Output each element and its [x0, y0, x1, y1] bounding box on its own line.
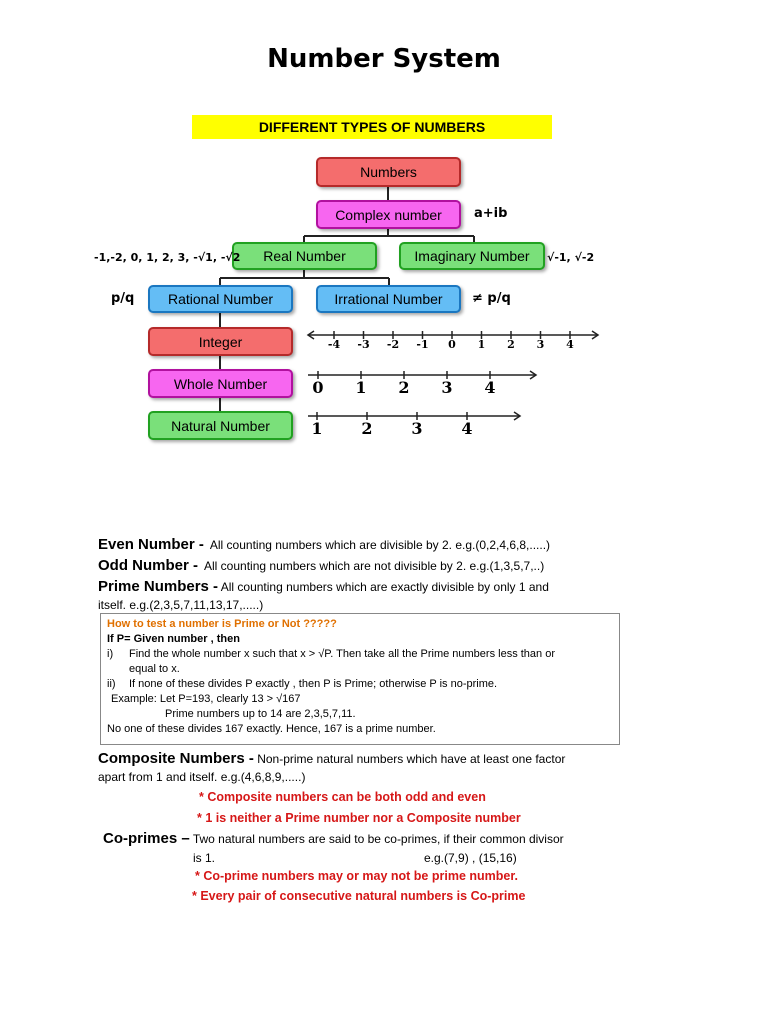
coprime-title: Co-primes – [103, 830, 190, 847]
step-1-text: Find the whole number x such that x > √P. Then take all the Prime numbers less than or [129, 648, 555, 660]
prime-number-definition [98, 578, 549, 596]
composite-number-title: Composite Numbers - [98, 750, 254, 767]
box-natural-number: Natural Number [148, 411, 293, 440]
even-number-definition [98, 536, 550, 554]
number-line-label: 1 [355, 378, 367, 397]
box-rational-number: Rational Number [148, 285, 293, 313]
composite-note-2: * 1 is neither a Prime number nor a Composite number [197, 811, 521, 825]
number-line-label: 2 [507, 338, 515, 351]
number-line-label: 2 [398, 378, 410, 397]
composite-number-text: Non-prime natural numbers which have at least one factor [257, 752, 566, 766]
page-title: Number System [267, 44, 501, 74]
even-number-title: Even Number - [98, 536, 204, 553]
number-line-label: 0 [312, 378, 324, 397]
box-irrational-number: Irrational Number [316, 285, 461, 313]
prime-number-text-2: itself. e.g.(2,3,5,7,11,13,17,.....) [98, 598, 264, 612]
prime-test-example-2: Prime numbers up to 14 are 2,3,5,7,11. [165, 708, 356, 720]
box-numbers: Numbers [316, 157, 461, 187]
step-2-text: If none of these divides P exactly , then P is Prime; otherwise P is no-prime. [129, 678, 498, 690]
prime-test-step-1 [107, 647, 613, 662]
prime-test-conclusion: No one of these divides 167 exactly. Hence, 167 is a prime number. [107, 723, 436, 735]
box-real-number: Real Number [232, 242, 377, 270]
box-integer: Integer [148, 327, 293, 356]
number-line-label: 1 [311, 419, 323, 438]
number-line-label: 3 [536, 338, 545, 351]
prime-test-step-2 [107, 677, 613, 692]
number-line-label: 4 [461, 419, 473, 438]
prime-test-example: Example: Let P=193, clearly 13 > √167 [111, 693, 301, 705]
rational-form-label: p/q [111, 291, 135, 306]
number-line-label: 4 [484, 378, 496, 397]
number-line-label: 3 [411, 419, 423, 438]
even-number-text: All counting numbers which are divisible by 2. e.g.(0,2,4,6,8,.....) [209, 538, 551, 552]
odd-number-definition [98, 557, 544, 575]
prime-number-text: All counting numbers which are exactly divisible by only 1 and [220, 580, 549, 594]
step-1-text-2: equal to x. [129, 663, 180, 675]
step-2-label: ii) [107, 678, 116, 690]
number-line-label: 4 [566, 338, 574, 351]
composite-number-text-2: apart from 1 and itself. e.g.(4,6,8,9,.....) [98, 770, 306, 784]
odd-number-text: All counting numbers which are not divisible by 2. e.g.(1,3,5,7,..) [204, 559, 545, 573]
real-examples-label: -1,-2, 0, 1, 2, 3, -√1, -√2 [94, 251, 241, 264]
box-whole-number: Whole Number [148, 369, 293, 398]
number-line-label: -4 [327, 338, 341, 351]
imaginary-examples-label: √-1, √-2 [547, 251, 595, 264]
complex-form-label: a+ib [474, 206, 508, 221]
number-line-label: 0 [448, 338, 456, 351]
prime-test-given: If P= Given number , then [107, 633, 240, 645]
coprime-example: e.g.(7,9) , (15,16) [424, 851, 517, 865]
coprime-definition [103, 830, 564, 848]
composite-note-1: * Composite numbers can be both odd and even [199, 790, 486, 804]
coprime-text-2: is 1. [193, 851, 216, 865]
step-1-label: i) [107, 648, 114, 660]
box-imaginary-number: Imaginary Number [399, 242, 545, 270]
number-line-label: 1 [477, 338, 486, 351]
prime-test-title: How to test a number is Prime or Not ????? [107, 618, 337, 630]
irrational-form-label: ≠ p/q [472, 291, 511, 306]
number-line-label: 2 [361, 419, 373, 438]
coprime-text: Two natural numbers are said to be co-primes, if their common divisor [192, 832, 564, 846]
number-line-label: -1 [416, 338, 429, 351]
number-line-label: 3 [441, 378, 453, 397]
prime-number-title: Prime Numbers - [98, 578, 219, 595]
coprime-note-2: * Every pair of consecutive natural numbers is Co-prime [192, 889, 526, 903]
box-complex-number: Complex number [316, 200, 461, 229]
number-line-label: -3 [357, 338, 370, 351]
diagram-banner: DIFFERENT TYPES OF NUMBERS [192, 115, 552, 139]
odd-number-title: Odd Number - [98, 557, 198, 574]
coprime-note-1: * Co-prime numbers may or may not be prime number. [195, 869, 518, 883]
prime-test-box [100, 613, 620, 745]
composite-number-definition [98, 750, 565, 768]
number-line-label: -2 [386, 338, 400, 351]
